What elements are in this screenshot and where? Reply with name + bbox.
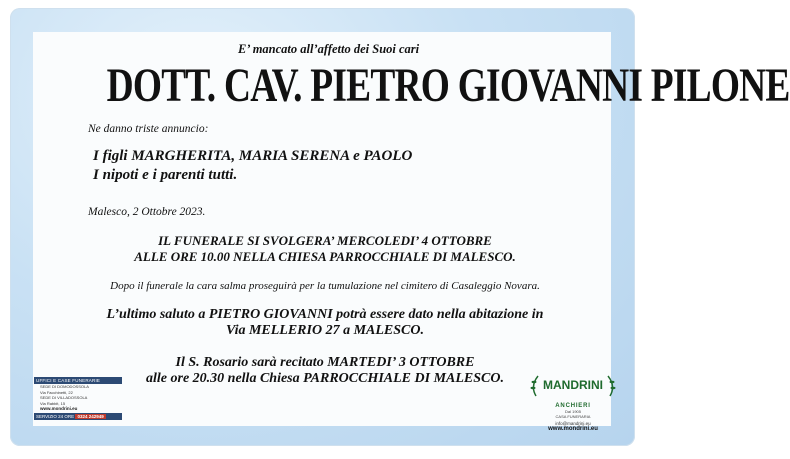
funeral-home-logo-right: [528, 372, 618, 430]
rosary-line-1: Il S. Rosario sarà recitato MARTEDI’ 3 OTTOBRE: [175, 355, 475, 370]
left-logo-footer-label: SERVIZIO 24 ORE: [36, 414, 75, 419]
left-logo-line1: SEDE DI DOMODOSSOLA: [40, 384, 89, 389]
funeral-home-logo-left: [34, 377, 122, 427]
announce-text: Ne danno triste annuncio:: [88, 123, 209, 135]
farewell-line-1: L’ultimo saluto a PIETRO GIOVANNI potrà essere dato nella abitazione in: [106, 307, 544, 322]
right-logo-name: MANDRINI: [543, 378, 603, 392]
right-logo-mail: info@mandrini.eu: [555, 421, 591, 426]
laurel-icon: [528, 372, 618, 398]
left-logo-line2: Via Facchinetti, 22: [40, 389, 73, 395]
left-logo-line4: Via Rabbit, 15: [40, 400, 66, 406]
right-logo-since: Dal 1905: [564, 409, 581, 414]
left-logo-footer: [34, 413, 122, 420]
left-logo-web: www.mondrini.eu: [40, 406, 78, 411]
intro-text: E’ mancato all’affetto dei Suoi cari: [238, 42, 420, 56]
right-logo-kind: CASA FUNERARIA: [555, 414, 591, 419]
right-logo-web: www.mondrini.eu: [548, 426, 598, 432]
mourner-line-2: I nipoti e i parenti tutti.: [93, 167, 238, 183]
funeral-line-1: IL FUNERALE SI SVOLGERA’ MERCOLEDI’ 4 OTTOBRE: [158, 233, 492, 248]
left-logo-line3: SEDE DI VILLADOSSOLA: [40, 395, 88, 400]
left-logo-header: UFFICI E CASE FUNERARIE: [34, 377, 122, 384]
mourner-line-1: I figli MARGHERITA, MARIA SERENA e PAOLO: [93, 148, 413, 164]
left-logo-phone: 0324 242949: [77, 414, 104, 419]
funeral-line-2: ALLE ORE 10.00 NELLA CHIESA PARROCCHIALE DI MALESCO.: [134, 249, 516, 264]
burial-text: Dopo il funerale la cara salma proseguirà per la tumulazione nel cimitero di Casaleggio Novara.: [110, 280, 540, 292]
deceased-name: DOTT. CAV. PIETRO GIOVANNI PILONE: [106, 59, 790, 112]
place-date: Malesco, 2 Ottobre 2023.: [88, 206, 206, 218]
rosary-line-2: alle ore 20.30 nella Chiesa PARROCCHIALE DI MALESCO.: [146, 371, 504, 386]
farewell-line-2: Via MELLERIO 27 a MALESCO.: [226, 323, 424, 338]
right-logo-sub: ANCHIERI: [555, 403, 591, 409]
